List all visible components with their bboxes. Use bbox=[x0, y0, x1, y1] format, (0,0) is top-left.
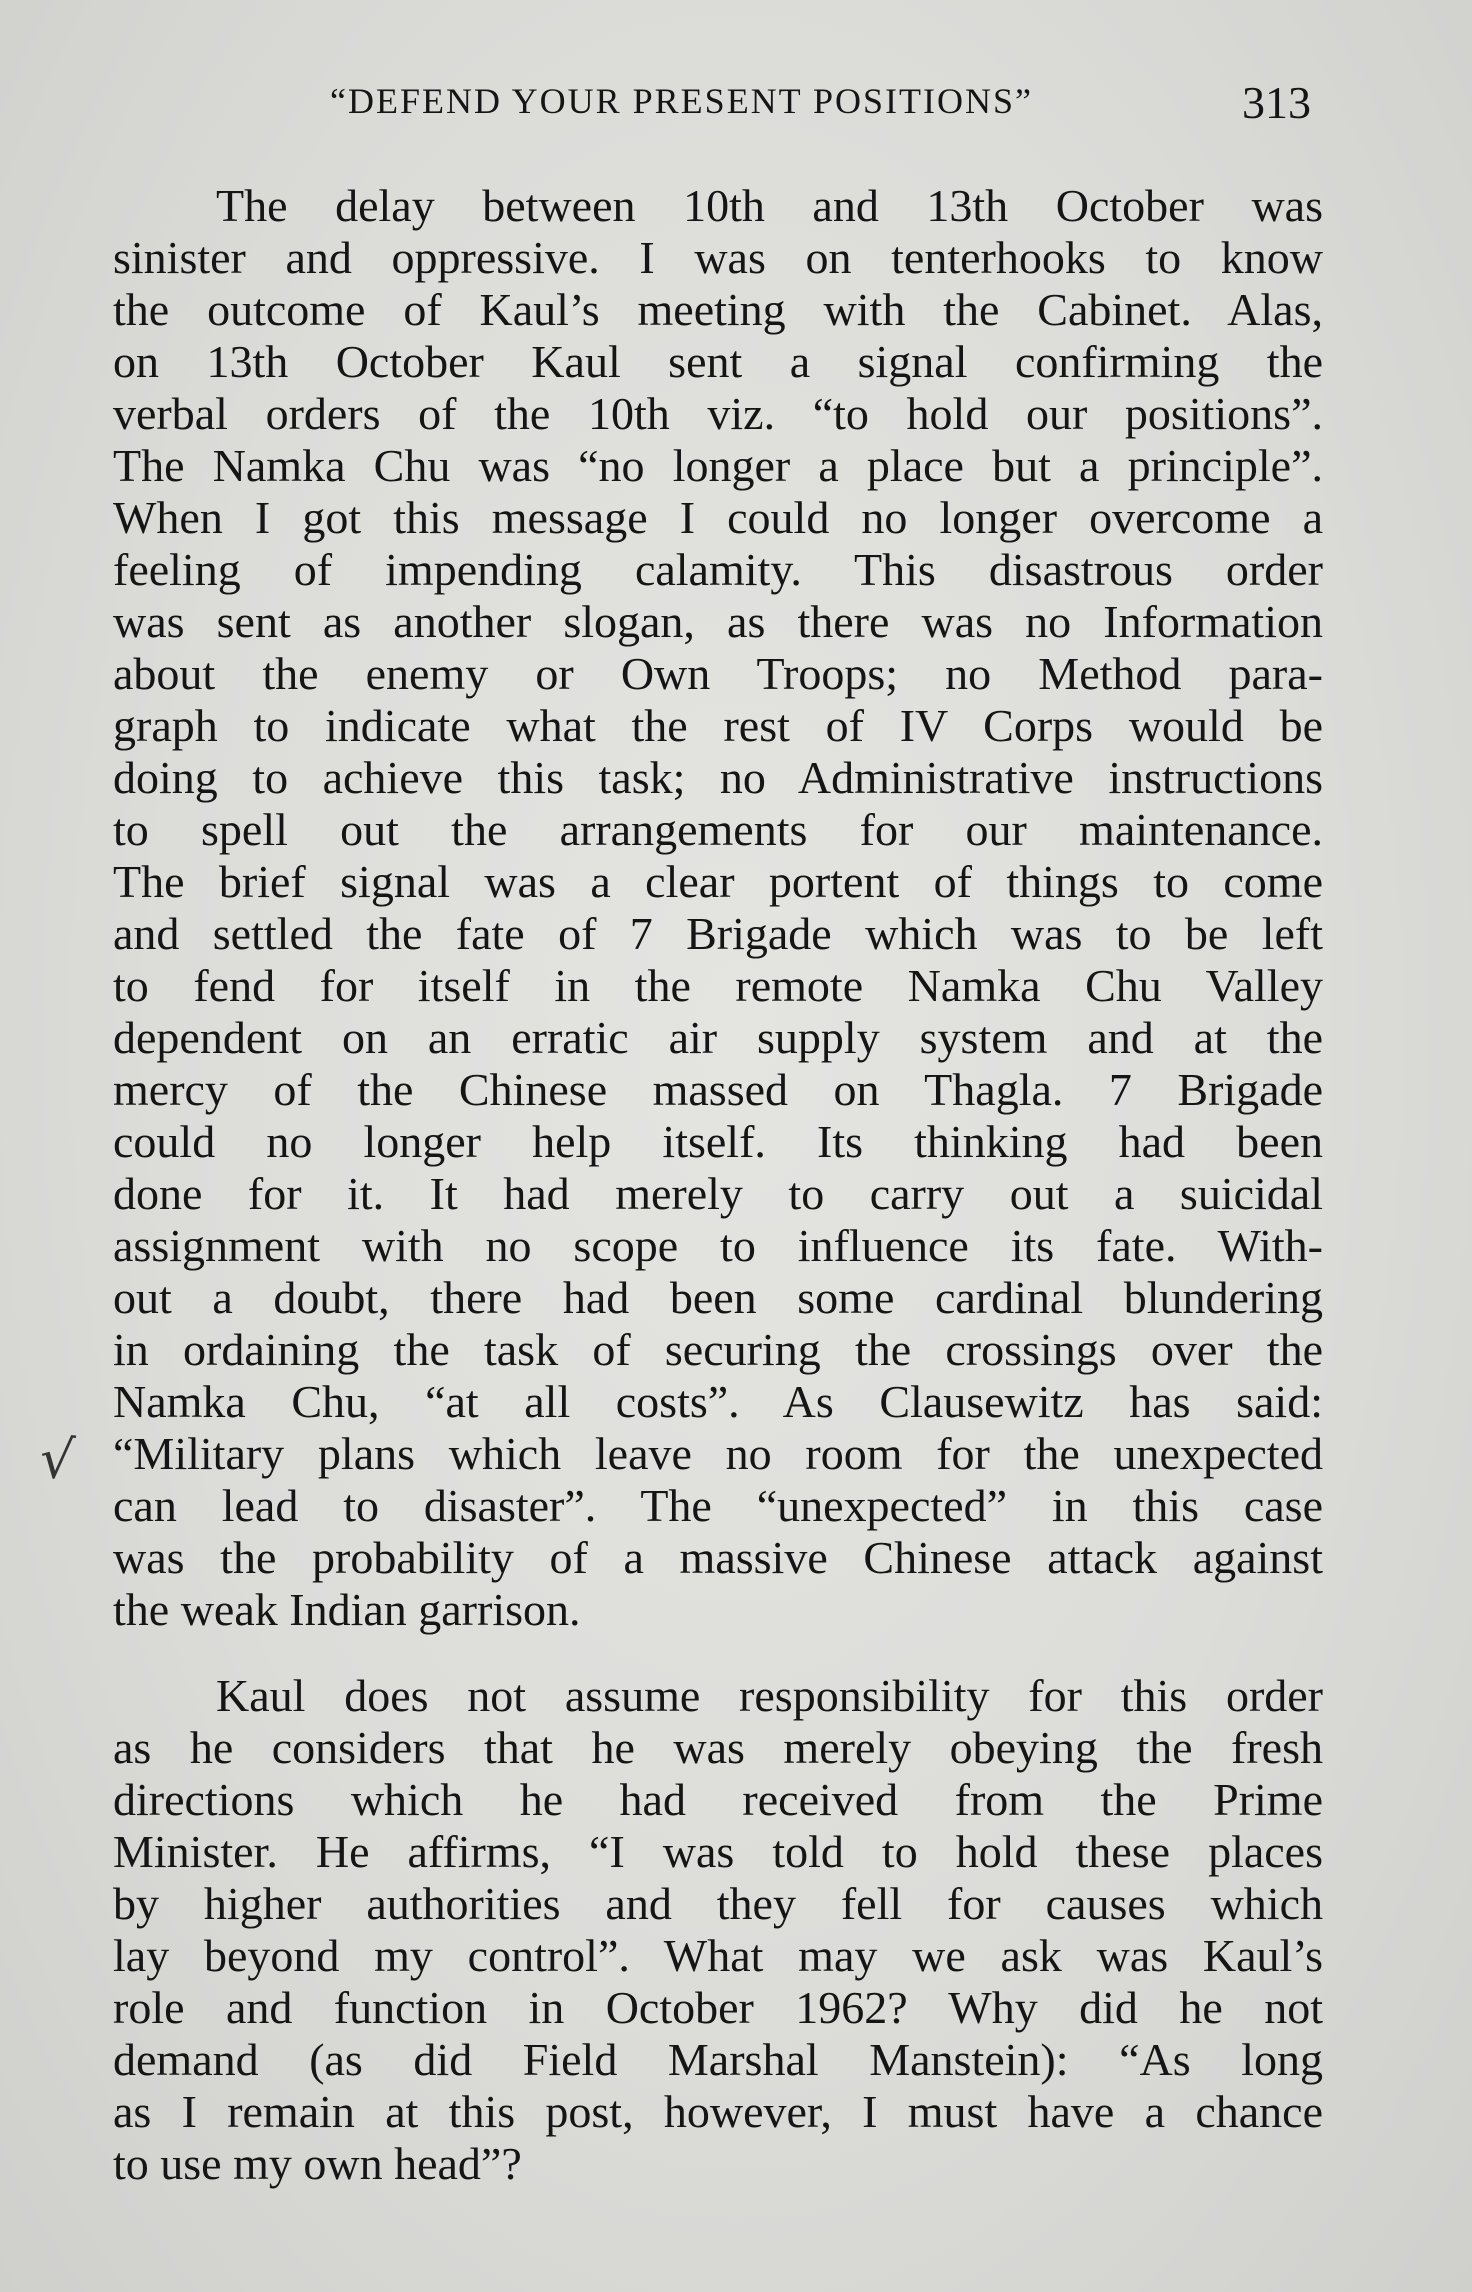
text-line: The brief signal was a clear portent of things to come bbox=[113, 856, 1323, 907]
text-line: to spell out the arrangements for our maintenance. bbox=[113, 804, 1323, 855]
text-line: sinister and oppressive. I was on tenterhooks to know bbox=[113, 232, 1323, 283]
page-number: 313 bbox=[1242, 77, 1311, 128]
text-line: the outcome of Kaul’s meeting with the Cabinet. Alas, bbox=[113, 284, 1323, 335]
text-line: doing to achieve this task; no Administrative instructions bbox=[113, 752, 1323, 803]
text-line: demand (as did Field Marshal Manstein): “As long bbox=[113, 2034, 1323, 2085]
text-line: directions which he had received from the Prime bbox=[113, 1774, 1323, 1825]
text-line: was the probability of a massive Chinese attack against bbox=[113, 1532, 1323, 1583]
text-line: to use my own head”? bbox=[113, 2138, 522, 2189]
text-line: can lead to disaster”. The “unexpected” in this case bbox=[113, 1480, 1323, 1531]
text-line: and settled the fate of 7 Brigade which was to be left bbox=[113, 908, 1323, 959]
text-line: the weak Indian garrison. bbox=[113, 1584, 581, 1635]
text-line: When I got this message I could no longer overcome a bbox=[113, 492, 1323, 543]
text-line: graph to indicate what the rest of IV Corps would be bbox=[113, 700, 1323, 751]
text-line: dependent on an erratic air supply system and at the bbox=[113, 1012, 1323, 1063]
text-line: “Military plans which leave no room for the unexpected bbox=[113, 1428, 1323, 1479]
margin-check-mark: √ bbox=[37, 1426, 77, 1493]
text-line: assignment with no scope to influence its fate. With- bbox=[113, 1220, 1323, 1271]
text-line: Namka Chu, “at all costs”. As Clausewitz has said: bbox=[113, 1376, 1323, 1427]
text-line: verbal orders of the 10th viz. “to hold our positions”. bbox=[113, 388, 1323, 439]
text-line: done for it. It had merely to carry out a suicidal bbox=[113, 1168, 1323, 1219]
text-line: mercy of the Chinese massed on Thagla. 7 Brigade bbox=[113, 1064, 1323, 1115]
text-line: on 13th October Kaul sent a signal confirming the bbox=[113, 336, 1323, 387]
text-line: to fend for itself in the remote Namka Chu Valley bbox=[113, 960, 1323, 1011]
text-line: feeling of impending calamity. This disastrous order bbox=[113, 544, 1323, 595]
text-line: as he considers that he was merely obeying the fresh bbox=[113, 1722, 1323, 1773]
text-line: in ordaining the task of securing the crossings over the bbox=[113, 1324, 1323, 1375]
text-line: about the enemy or Own Troops; no Method para- bbox=[113, 648, 1323, 699]
text-line: was sent as another slogan, as there was no Information bbox=[113, 596, 1323, 647]
text-line: out a doubt, there had been some cardinal blundering bbox=[113, 1272, 1323, 1323]
text-line: Kaul does not assume responsibility for this order bbox=[216, 1670, 1323, 1721]
text-line: Minister. He affirms, “I was told to hold these places bbox=[113, 1826, 1323, 1877]
paragraph-2 bbox=[113, 1670, 1323, 2190]
text-line: role and function in October 1962? Why did he not bbox=[113, 1982, 1323, 2033]
text-line: lay beyond my control”. What may we ask was Kaul’s bbox=[113, 1930, 1323, 1981]
body-text bbox=[113, 180, 1323, 2224]
text-line: The delay between 10th and 13th October was bbox=[216, 180, 1323, 231]
text-line: as I remain at this post, however, I must have a chance bbox=[113, 2086, 1323, 2137]
paragraph-1 bbox=[113, 180, 1323, 1636]
running-head: “DEFEND YOUR PRESENT POSITIONS” bbox=[330, 81, 1034, 121]
text-line: by higher authorities and they fell for causes which bbox=[113, 1878, 1323, 1929]
text-line: The Namka Chu was “no longer a place but a principle”. bbox=[113, 440, 1323, 491]
text-line: could no longer help itself. Its thinking had been bbox=[113, 1116, 1323, 1167]
